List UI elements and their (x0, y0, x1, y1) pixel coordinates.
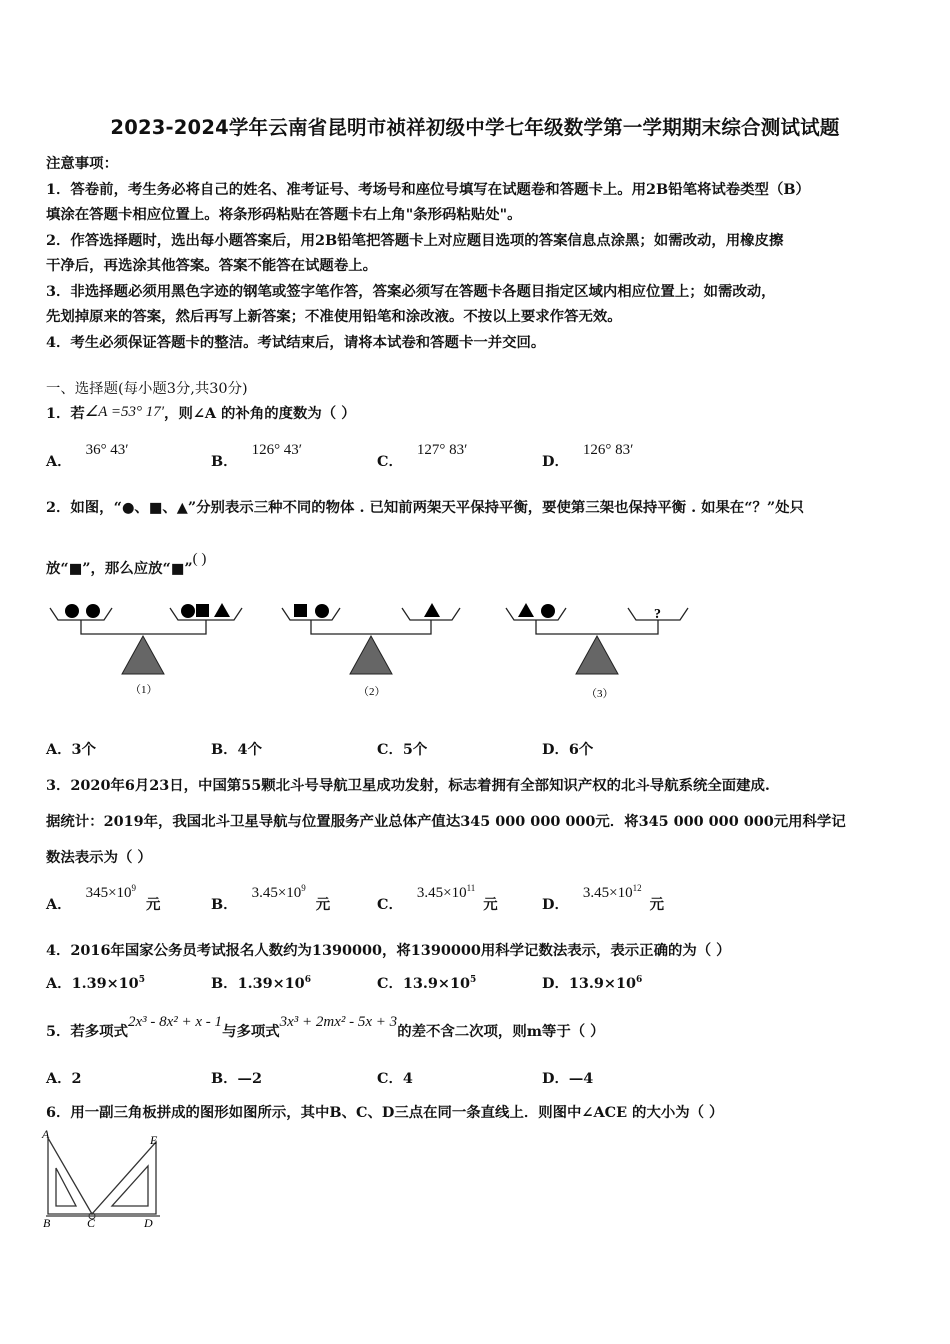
circle-object (86, 604, 100, 618)
point-label: B (43, 1216, 51, 1230)
q5-option-b: B．—2 (211, 1070, 262, 1087)
q3-option-b: B．$3.45\times 10^9$元 (211, 883, 331, 913)
figure-label: （3） (586, 688, 614, 700)
notes-line: 2．作答选择题时，选出每小题答案后，用2B铅笔把答题卡上对应题目选项的答案信息点涂黑；如需改动，用橡皮擦 (46, 232, 784, 249)
q3-option-c: C．$3.45\times 10^{11}$元 (377, 883, 498, 913)
q2-stem-line1: 2．如图，“●、■、▲”分别表示三种不同的物体 . 已知前两架天平保持平衡，要使第三架也保持平衡 . 如果在“？”处只 (46, 499, 804, 516)
circle-object (65, 604, 79, 618)
q3-stem-line1: 3．2020年6月23日，中国第55颗北斗号导航卫星成功发射，标志着拥有全部知识产权的北斗导航系统全面建成. (46, 777, 770, 794)
q5-option-d: D．—4 (542, 1070, 594, 1087)
section-heading: 一、选择题(每小题3分,共30分) (46, 381, 248, 397)
point-label: C (87, 1216, 96, 1230)
q5-poly2: 3x³ + 2mx² - 5x + 3 (279, 1014, 398, 1030)
q3-stem-line2: 据统计：2019年，我国北斗卫星导航与位置服务产业总体产值达345 000 000 000元．将345 000 000 000元用科学记 (46, 813, 846, 830)
circle-object (315, 604, 329, 618)
notes-line: 1．答卷前，考生务必将自己的姓名、准考证号、考场号和座位号填写在试题卷和答题卡上。用2B铅笔将试卷类型（B） (46, 181, 810, 198)
notes-line: 干净后，再选涂其他答案。答案不能答在试题卷上。 (46, 257, 377, 274)
square-object (294, 604, 307, 617)
question-mark: ? (654, 607, 661, 622)
q5-option-a: A．2 (46, 1070, 82, 1087)
point-label: E (150, 1133, 158, 1147)
triangle-ecd (92, 1142, 156, 1214)
q4-option-a: A．$1.39\times 10^5$ (46, 975, 145, 992)
q1-angle: ∠A =53° 17′ (84, 404, 165, 420)
q5-option-c: C．4 (377, 1070, 413, 1087)
q4-option-b: B．$1.39\times 10^6$ (211, 975, 311, 992)
point-label: A (42, 1128, 50, 1141)
q1-option-c: C．127° 83′ (377, 442, 468, 470)
triangle-object (518, 603, 534, 617)
page-title: 2023-2024学年云南省昆明市祯祥初级中学七年级数学第一学期期末综合测试试题 (110, 116, 840, 139)
notes-line: 填涂在答题卡相应位置上。将条形码粘贴在答题卡右上角"条形码粘贴处"。 (46, 206, 522, 223)
circle-object (181, 604, 195, 618)
square-object (196, 604, 209, 617)
pan-left-1 (50, 608, 112, 620)
fulcrum-3 (576, 636, 618, 674)
notes-line: 3．非选择题必须用黑色字迹的钢笔或签字笔作答，答案必须写在答题卡各题目指定区域内相应位置上；如需改动， (46, 283, 776, 300)
q2-stem-line2: 放“■”，那么应放“■”( ) (46, 551, 207, 577)
q2-option-c: C．5个 (377, 741, 428, 758)
fulcrum-1 (122, 636, 164, 674)
point-label: D (144, 1216, 153, 1230)
fulcrum-2 (350, 636, 392, 674)
q3-option-d: D．$3.45\times 10^{12}$元 (542, 883, 664, 913)
q1-option-a: A．36° 43′ (46, 442, 129, 470)
notes-line: 先划掉原来的答案，然后再写上新答案；不准使用铅笔和涂改液。不按以上要求作答无效。 (46, 308, 622, 325)
notes-heading: 注意事项： (46, 155, 118, 172)
q1-stem: 1．若∠A =53° 17′，则∠A 的补角的度数为（ ） (46, 404, 356, 422)
q6-stem: 6．用一副三角板拼成的图形如图所示，其中B、C、D三点在同一条直线上．则图中∠ACE 的大小为（ ） (46, 1104, 724, 1121)
q3-option-a: A．$345\times 10^9$元 (46, 883, 161, 913)
pan-left-2 (282, 608, 340, 620)
figure-label: （2） (358, 686, 386, 698)
q2-option-b: B．4个 (211, 741, 262, 758)
circle-object (541, 604, 555, 618)
balance-figures (46, 598, 706, 708)
pan-left-3 (506, 608, 566, 620)
q2-option-a: A．3个 (46, 741, 96, 758)
q3-stem-line3: 数法表示为（ ） (46, 849, 152, 866)
q1-option-d: D．126° 83′ (542, 442, 634, 470)
triangle-object (424, 603, 440, 617)
triangle-figure (40, 1128, 170, 1230)
q1-option-b: B．126° 43′ (211, 442, 303, 470)
q4-option-d: D．$13.9\times 10^6$ (542, 975, 643, 992)
q4-option-c: C．$13.9\times 10^5$ (377, 975, 477, 992)
q5-stem: 5．若多项式2x³ - 8x² + x - 1与多项式3x³ + 2mx² - 5x + 3的差不含二次项，则m等于（ ） (46, 1014, 605, 1040)
notes-line: 4．考生必须保证答题卡的整洁。考试结束后，请将本试卷和答题卡一并交回。 (46, 334, 546, 351)
triangle-abc (48, 1138, 92, 1214)
figure-label: （1） (130, 684, 158, 696)
triangle-object (214, 603, 230, 617)
q2-option-d: D．6个 (542, 741, 594, 758)
q4-stem: 4．2016年国家公务员考试报名人数约为1390000，将1390000用科学记数法表示，表示正确的为（ ） (46, 942, 731, 959)
q5-poly1: 2x³ - 8x² + x - 1 (127, 1014, 223, 1030)
